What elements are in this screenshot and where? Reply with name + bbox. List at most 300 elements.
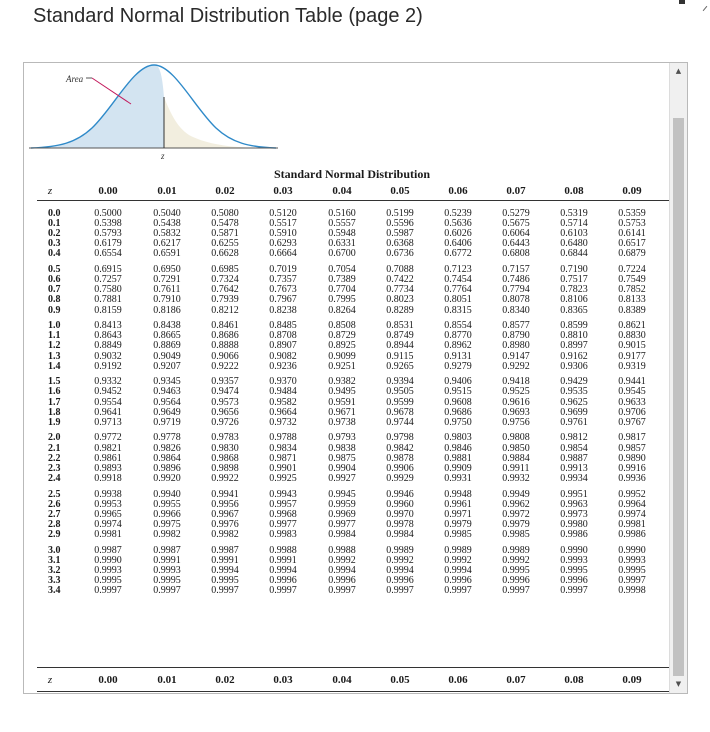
table-cell: 0.9986 (618, 528, 646, 540)
table-cell: 0.9996 (502, 574, 530, 586)
table-cell: 0.9940 (153, 488, 181, 500)
table-cell: 0.8461 (211, 320, 239, 332)
table-cell: 0.9394 (386, 376, 414, 388)
table-cell: 0.9945 (328, 488, 356, 500)
table-cell: 0.9995 (618, 564, 646, 576)
table-cell: 0.9678 (386, 406, 414, 418)
table-cell: 0.9292 (502, 360, 530, 372)
table-cell: 0.9641 (94, 406, 122, 418)
table-cell: 0.9961 (444, 498, 472, 510)
table-cell: 0.7257 (94, 274, 122, 286)
z-value: 0.1 (48, 218, 61, 230)
table-cell: 0.9495 (328, 386, 356, 398)
table-cell: 0.7549 (618, 274, 646, 286)
table-cell: 0.8315 (444, 304, 472, 316)
table-cell: 0.6664 (269, 248, 297, 260)
table-cell: 0.9996 (386, 574, 414, 586)
table-cell: 0.9992 (502, 554, 530, 566)
table-cell: 0.8078 (502, 294, 530, 306)
table-cell: 0.9582 (269, 396, 297, 408)
table-cell: 0.5948 (328, 228, 356, 240)
z-value: 0.9 (48, 304, 61, 316)
table-cell: 0.9967 (211, 508, 239, 520)
table-cell: 0.6554 (94, 248, 122, 260)
table-cell: 0.9953 (94, 498, 122, 510)
table-cell: 0.8790 (502, 330, 530, 342)
scroll-up-arrow-icon[interactable]: ▲ (675, 67, 682, 75)
table-cell: 0.9997 (444, 585, 472, 596)
header-column-1: 0.01 (157, 185, 177, 197)
table-cell: 0.7486 (502, 274, 530, 286)
table-cell: 0.5832 (153, 228, 181, 240)
table-cell: 0.9884 (502, 452, 530, 464)
table-cell: 0.5359 (618, 208, 646, 219)
z-value: 2.6 (48, 498, 61, 510)
table-cell: 0.9115 (386, 350, 414, 362)
table-cell: 0.9834 (269, 442, 297, 454)
table-cell: 0.9988 (269, 544, 297, 556)
table-cell: 0.9956 (211, 498, 239, 510)
table-cell: 0.8830 (618, 330, 646, 342)
table-cell: 0.9988 (328, 544, 356, 556)
footer-column-8: 0.08 (564, 674, 584, 686)
table-cell: 0.6517 (618, 238, 646, 250)
table-cell: 0.9927 (328, 472, 356, 484)
table-cell: 0.9976 (211, 518, 239, 530)
table-cell: 0.9147 (502, 350, 530, 362)
table-cell: 0.9996 (560, 574, 588, 586)
table-cell: 0.9997 (211, 585, 239, 596)
table-cell: 0.9826 (153, 442, 181, 454)
table-cell: 0.9861 (94, 452, 122, 464)
table-cell: 0.7123 (444, 264, 472, 276)
table-cell: 0.9319 (618, 360, 646, 372)
table-cell: 0.9906 (386, 462, 414, 474)
table-cell: 0.6772 (444, 248, 472, 260)
table-cell: 0.9207 (153, 360, 181, 372)
table-cell: 0.9996 (444, 574, 472, 586)
table-cell: 0.9992 (386, 554, 414, 566)
table-cell: 0.9608 (444, 396, 472, 408)
table-cell: 0.7291 (153, 274, 181, 286)
table-cell: 0.8962 (444, 340, 472, 352)
table-cell: 0.9986 (560, 528, 588, 540)
table-cell: 0.6217 (153, 238, 181, 250)
table-cell: 0.6591 (153, 248, 181, 260)
table-cell: 0.9382 (328, 376, 356, 388)
z-value: 1.8 (48, 406, 61, 418)
table-cell: 0.9987 (94, 544, 122, 556)
table-cell: 0.9177 (618, 350, 646, 362)
table-cell: 0.9878 (386, 452, 414, 464)
table-cell: 0.7357 (269, 274, 297, 286)
table-cell: 0.9998 (618, 585, 646, 596)
table-cell: 0.9994 (386, 564, 414, 576)
table-cell: 0.8621 (618, 320, 646, 332)
table-cell: 0.8508 (328, 320, 356, 332)
table-cell: 0.9049 (153, 350, 181, 362)
table-cell: 0.9997 (269, 585, 297, 596)
z-value: 0.3 (48, 238, 61, 250)
table-cell: 0.9984 (328, 528, 356, 540)
z-value: 2.4 (48, 472, 61, 484)
table-cell: 0.9726 (211, 416, 239, 428)
table-cell: 0.9750 (444, 416, 472, 428)
table-cell: 0.9573 (211, 396, 239, 408)
table-cell: 0.9418 (502, 376, 530, 388)
z-value: 2.0 (48, 432, 61, 444)
table-cell: 0.9788 (269, 432, 297, 444)
table-cell: 0.7088 (386, 264, 414, 276)
table-cell: 0.8340 (502, 304, 530, 316)
table-cell: 0.9989 (444, 544, 472, 556)
table-cell: 0.9997 (502, 585, 530, 596)
table-cell: 0.9756 (502, 416, 530, 428)
table-cell: 0.9972 (502, 508, 530, 520)
table-cell: 0.9977 (328, 518, 356, 530)
table-cell: 0.6480 (560, 238, 588, 250)
table-cell: 0.8849 (94, 340, 122, 352)
z-value: 2.2 (48, 452, 61, 464)
table-cell: 0.9996 (328, 574, 356, 586)
table-cell: 0.9370 (269, 376, 297, 388)
table-cell: 0.8888 (211, 340, 239, 352)
table-cell: 0.7673 (269, 284, 297, 296)
table-cell: 0.6406 (444, 238, 472, 250)
table-cell: 0.9525 (502, 386, 530, 398)
table-cell: 0.8810 (560, 330, 588, 342)
table-cell: 0.9761 (560, 416, 588, 428)
footer-column-9: 0.09 (622, 674, 642, 686)
table-cell: 0.9599 (386, 396, 414, 408)
header-column-3: 0.03 (273, 185, 293, 197)
table-cell: 0.9345 (153, 376, 181, 388)
table-cell: 0.8186 (153, 304, 181, 316)
table-cell: 0.7642 (211, 284, 239, 296)
header-column-5: 0.05 (390, 185, 410, 197)
table-cell: 0.9913 (560, 462, 588, 474)
z-value: 0.7 (48, 284, 61, 296)
table-cell: 0.9887 (560, 452, 588, 464)
z-value: 1.2 (48, 340, 61, 352)
table-cell: 0.7881 (94, 294, 122, 306)
z-value: 3.4 (48, 585, 61, 596)
table-cell: 0.8729 (328, 330, 356, 342)
table-cell: 0.6255 (211, 238, 239, 250)
table-cell: 0.6064 (502, 228, 530, 240)
table-cell: 0.9966 (153, 508, 181, 520)
table-cell: 0.9744 (386, 416, 414, 428)
table-cell: 0.9964 (618, 498, 646, 510)
z-value: 0.0 (48, 208, 61, 219)
table-cell: 0.8665 (153, 330, 181, 342)
footer-column-3: 0.03 (273, 674, 293, 686)
table-cell: 0.5239 (444, 208, 472, 219)
table-cell: 0.5199 (386, 208, 414, 219)
area-label: Area (66, 74, 84, 84)
table-cell: 0.9896 (153, 462, 181, 474)
window-edge-marker (679, 0, 685, 4)
table-cell: 0.9989 (386, 544, 414, 556)
table-cell: 0.9706 (618, 406, 646, 418)
table-cell: 0.5753 (618, 218, 646, 230)
table-cell: 0.9925 (269, 472, 297, 484)
table-cell: 0.9803 (444, 432, 472, 444)
table-cell: 0.9633 (618, 396, 646, 408)
table-cell: 0.6179 (94, 238, 122, 250)
table-cell: 0.5517 (269, 218, 297, 230)
page-title: Standard Normal Distribution Table (page 2) (33, 5, 423, 27)
table-cell: 0.6808 (502, 248, 530, 260)
z-value: 0.2 (48, 228, 61, 240)
table-cell: 0.9991 (153, 554, 181, 566)
table-cell: 0.9978 (386, 518, 414, 530)
table-cell: 0.9251 (328, 360, 356, 372)
footer-column-0: 0.00 (98, 674, 118, 686)
header-rule (37, 200, 670, 201)
table-cell: 0.9975 (153, 518, 181, 530)
table-cell: 0.6700 (328, 248, 356, 260)
table-cell: 0.9032 (94, 350, 122, 362)
table-cell: 0.9989 (502, 544, 530, 556)
table-cell: 0.9979 (444, 518, 472, 530)
table-cell: 0.9406 (444, 376, 472, 388)
table-cell: 0.7823 (560, 284, 588, 296)
table-cell: 0.6879 (618, 248, 646, 260)
table-cell: 0.5714 (560, 218, 588, 230)
table-cell: 0.9962 (502, 498, 530, 510)
table-cell: 0.8980 (502, 340, 530, 352)
table-cell: 0.9959 (328, 498, 356, 510)
table-cell: 0.8599 (560, 320, 588, 332)
table-cell: 0.5596 (386, 218, 414, 230)
table-cell: 0.9699 (560, 406, 588, 418)
table-cell: 0.6844 (560, 248, 588, 260)
z-value: 2.7 (48, 508, 61, 520)
table-cell: 0.9920 (153, 472, 181, 484)
table-cell: 0.6736 (386, 248, 414, 260)
table-cell: 0.9881 (444, 452, 472, 464)
table-cell: 0.6443 (502, 238, 530, 250)
table-cell: 0.9162 (560, 350, 588, 362)
table-cell: 0.9767 (618, 416, 646, 428)
table-cell: 0.9452 (94, 386, 122, 398)
header-column-0: 0.00 (98, 185, 118, 197)
table-cell: 0.9893 (94, 462, 122, 474)
table-cell: 0.9332 (94, 376, 122, 388)
table-cell: 0.8907 (269, 340, 297, 352)
z-value: 3.0 (48, 544, 61, 556)
table-cell: 0.7454 (444, 274, 472, 286)
table-cell: 0.7704 (328, 284, 356, 296)
table-cell: 0.9993 (618, 554, 646, 566)
table-cell: 0.9192 (94, 360, 122, 372)
table-cell: 0.9995 (211, 574, 239, 586)
table-cell: 0.9904 (328, 462, 356, 474)
header-column-8: 0.08 (564, 185, 584, 197)
footer-rule (37, 667, 670, 668)
table-cell: 0.9983 (269, 528, 297, 540)
table-cell: 0.7734 (386, 284, 414, 296)
table-cell: 0.9131 (444, 350, 472, 362)
table-cell: 0.9943 (269, 488, 297, 500)
table-cell: 0.9981 (94, 528, 122, 540)
footer-column-5: 0.05 (390, 674, 410, 686)
table-cell: 0.9922 (211, 472, 239, 484)
z-value: 0.5 (48, 264, 61, 276)
table-cell: 0.8708 (269, 330, 297, 342)
table-cell: 0.7995 (328, 294, 356, 306)
table-cell: 0.9545 (618, 386, 646, 398)
table-cell: 0.8749 (386, 330, 414, 342)
table-cell: 0.9968 (269, 508, 297, 520)
table-cell: 0.9732 (269, 416, 297, 428)
table-cell: 0.9951 (560, 488, 588, 500)
vertical-scrollbar[interactable] (669, 63, 687, 693)
table-cell: 0.8365 (560, 304, 588, 316)
table-cell: 0.9985 (444, 528, 472, 540)
table-cell: 0.9066 (211, 350, 239, 362)
table-cell: 0.5871 (211, 228, 239, 240)
table-cell: 0.9982 (153, 528, 181, 540)
table-cell: 0.9992 (444, 554, 472, 566)
table-cell: 0.9868 (211, 452, 239, 464)
table-cell: 0.9778 (153, 432, 181, 444)
table-cell: 0.9931 (444, 472, 472, 484)
z-value: 1.3 (48, 350, 61, 362)
table-cell: 0.9857 (618, 442, 646, 454)
table-cell: 0.9955 (153, 498, 181, 510)
table-cell: 0.9821 (94, 442, 122, 454)
table-cell: 0.5040 (153, 208, 181, 219)
header-column-4: 0.04 (332, 185, 352, 197)
table-cell: 0.7224 (618, 264, 646, 276)
table-cell: 0.9974 (94, 518, 122, 530)
table-image-frame[interactable] (23, 62, 688, 694)
table-cell: 0.6141 (618, 228, 646, 240)
table-cell: 0.5319 (560, 208, 588, 219)
z-value: 2.9 (48, 528, 61, 540)
table-cell: 0.5478 (211, 218, 239, 230)
table-cell: 0.9671 (328, 406, 356, 418)
table-cell: 0.9995 (560, 564, 588, 576)
table-cell: 0.9738 (328, 416, 356, 428)
table-cell: 0.9929 (386, 472, 414, 484)
table-cell: 0.9306 (560, 360, 588, 372)
table-cell: 0.9965 (94, 508, 122, 520)
scroll-thumb[interactable] (673, 118, 684, 676)
header-z-label: z (47, 185, 53, 197)
table-cell: 0.9554 (94, 396, 122, 408)
table-cell: 0.9686 (444, 406, 472, 418)
table-cell: 0.9693 (502, 406, 530, 418)
table-cell: 0.7054 (328, 264, 356, 276)
table-cell: 0.9222 (211, 360, 239, 372)
table-cell: 0.7324 (211, 274, 239, 286)
table-cell: 0.9995 (153, 574, 181, 586)
table-cell: 0.9719 (153, 416, 181, 428)
table-cell: 0.5636 (444, 218, 472, 230)
table-cell: 0.9817 (618, 432, 646, 444)
table-cell: 0.9990 (94, 554, 122, 566)
table-cell: 0.9960 (386, 498, 414, 510)
table-cell: 0.9515 (444, 386, 472, 398)
table-cell: 0.9971 (444, 508, 472, 520)
table-cell: 0.9985 (502, 528, 530, 540)
table-cell: 0.8925 (328, 340, 356, 352)
table-cell: 0.9854 (560, 442, 588, 454)
z-value: 3.1 (48, 554, 61, 566)
z-value: 1.5 (48, 376, 61, 388)
table-cell: 0.9997 (386, 585, 414, 596)
table-cell: 0.9994 (328, 564, 356, 576)
header-column-9: 0.09 (622, 185, 642, 197)
footer-column-2: 0.02 (215, 674, 235, 686)
table-cell: 0.9783 (211, 432, 239, 444)
z-value: 0.8 (48, 294, 61, 306)
table-cell: 0.7422 (386, 274, 414, 286)
table-cell: 0.5279 (502, 208, 530, 219)
table-cell: 0.8106 (560, 294, 588, 306)
corner-tick-mark (703, 6, 708, 11)
footer-column-7: 0.07 (506, 674, 526, 686)
table-cell: 0.8051 (444, 294, 472, 306)
table-cell: 0.9713 (94, 416, 122, 428)
bottom-rule (37, 691, 670, 692)
table-cell: 0.9591 (328, 396, 356, 408)
table-cell: 0.5398 (94, 218, 122, 230)
table-cell: 0.8438 (153, 320, 181, 332)
table-cell: 0.8554 (444, 320, 472, 332)
table-cell: 0.9808 (502, 432, 530, 444)
table-cell: 0.5160 (328, 208, 356, 219)
table-cell: 0.9890 (618, 452, 646, 464)
footer-z-label: z (47, 674, 53, 686)
table-cell: 0.9082 (269, 350, 297, 362)
table-cell: 0.9991 (269, 554, 297, 566)
table-cell: 0.9997 (618, 574, 646, 586)
scroll-down-arrow-icon[interactable]: ▼ (675, 680, 682, 688)
table-cell: 0.8531 (386, 320, 414, 332)
table-cell: 0.9798 (386, 432, 414, 444)
table-cell: 0.9871 (269, 452, 297, 464)
table-cell: 0.9838 (328, 442, 356, 454)
table-cell: 0.7794 (502, 284, 530, 296)
table-cell: 0.5987 (386, 228, 414, 240)
table-cell: 0.8389 (618, 304, 646, 316)
table-cell: 0.9993 (94, 564, 122, 576)
table-cell: 0.8944 (386, 340, 414, 352)
table-cell: 0.7910 (153, 294, 181, 306)
table-cell: 0.9656 (211, 406, 239, 418)
table-cell: 0.9938 (94, 488, 122, 500)
table-cell: 0.9997 (560, 585, 588, 596)
table-cell: 0.9991 (211, 554, 239, 566)
table-cell: 0.9952 (618, 488, 646, 500)
table-cell: 0.9977 (269, 518, 297, 530)
table-cell: 0.5080 (211, 208, 239, 219)
table-cell: 0.9265 (386, 360, 414, 372)
table-cell: 0.9864 (153, 452, 181, 464)
table-cell: 0.8770 (444, 330, 472, 342)
table-cell: 0.6950 (153, 264, 181, 276)
table-cell: 0.9992 (328, 554, 356, 566)
table-cell: 0.7019 (269, 264, 297, 276)
table-cell: 0.9941 (211, 488, 239, 500)
table-cell: 0.9898 (211, 462, 239, 474)
table-cell: 0.7611 (153, 284, 181, 296)
footer-column-6: 0.06 (448, 674, 468, 686)
